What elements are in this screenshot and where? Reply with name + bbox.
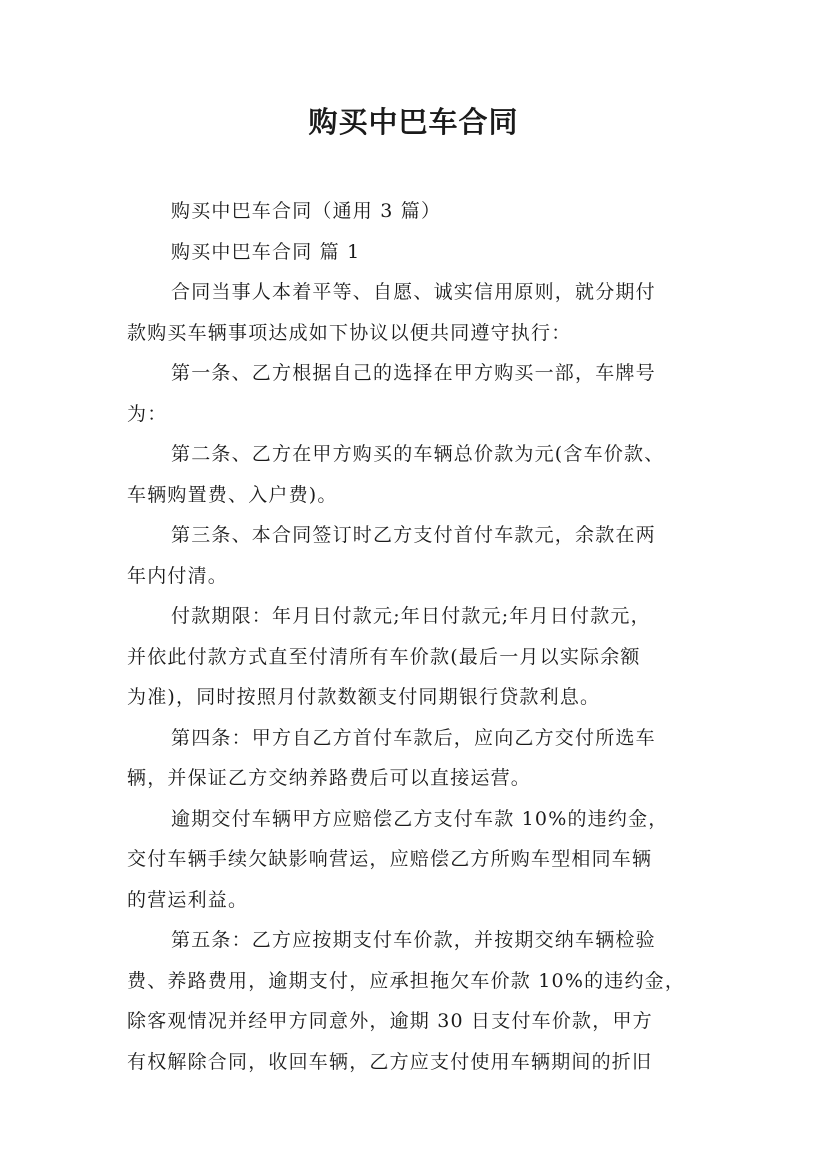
document-line: 第二条、乙方在甲方购买的车辆总价款为元(含车价款、 (171, 443, 665, 465)
document-line: 除客观情况并经甲方同意外，逾期 30 日支付车价款，甲方 (127, 1010, 653, 1032)
document-line: 第五条：乙方应按期支付车价款，并按期交纳车辆检验 (171, 929, 656, 951)
document-line: 的营运利益。 (127, 888, 249, 911)
document-line: 交付车辆手续欠缺影响营运，应赔偿乙方所购车型相同车辆 (127, 848, 653, 870)
document-line: 为准)，同时按照月付款数额支付同期银行贷款利息。 (127, 686, 601, 708)
document-line: 费、养路费用，逾期支付，应承担拖欠车价款 10%的违约金， (127, 969, 686, 992)
document-line: 付款期限：年月日付款元;年日付款元;年月日付款元， (171, 605, 651, 627)
document-line: 为： (127, 402, 168, 425)
document-line: 第一条、乙方根据自己的选择在甲方购买一部，车牌号 (171, 362, 656, 384)
document-line: 第三条、本合同签订时乙方支付首付车款元，余款在两 (171, 524, 656, 546)
document-line: 款购买车辆事项达成如下协议以便共同遵守执行： (127, 321, 572, 344)
document-line: 车辆购置费、入户费)。 (127, 483, 338, 506)
document-line: 购买中巴车合同 篇 1 (171, 240, 361, 263)
document-line: 逾期交付车辆甲方应赔偿乙方支付车款 10%的违约金， (171, 807, 669, 830)
document-line: 有权解除合同，收回车辆，乙方应支付使用车辆期间的折旧 (127, 1050, 653, 1073)
document-body (127, 191, 717, 1082)
document-line: 合同当事人本着平等、自愿、诚实信用原则，就分期付 (171, 281, 656, 303)
document-line: 辆，并保证乙方交纳养路费后可以直接运营。 (127, 767, 532, 789)
document-line: 第四条：甲方自乙方首付车款后，应向乙方交付所选车 (171, 726, 656, 749)
document-line: 购买中巴车合同（通用 3 篇） (171, 200, 442, 222)
document-title: 购买中巴车合同 (308, 105, 519, 139)
document-line: 并依此付款方式直至付清所有车价款(最后一月以实际余额 (127, 645, 641, 668)
document-line: 年内付清。 (127, 564, 229, 587)
